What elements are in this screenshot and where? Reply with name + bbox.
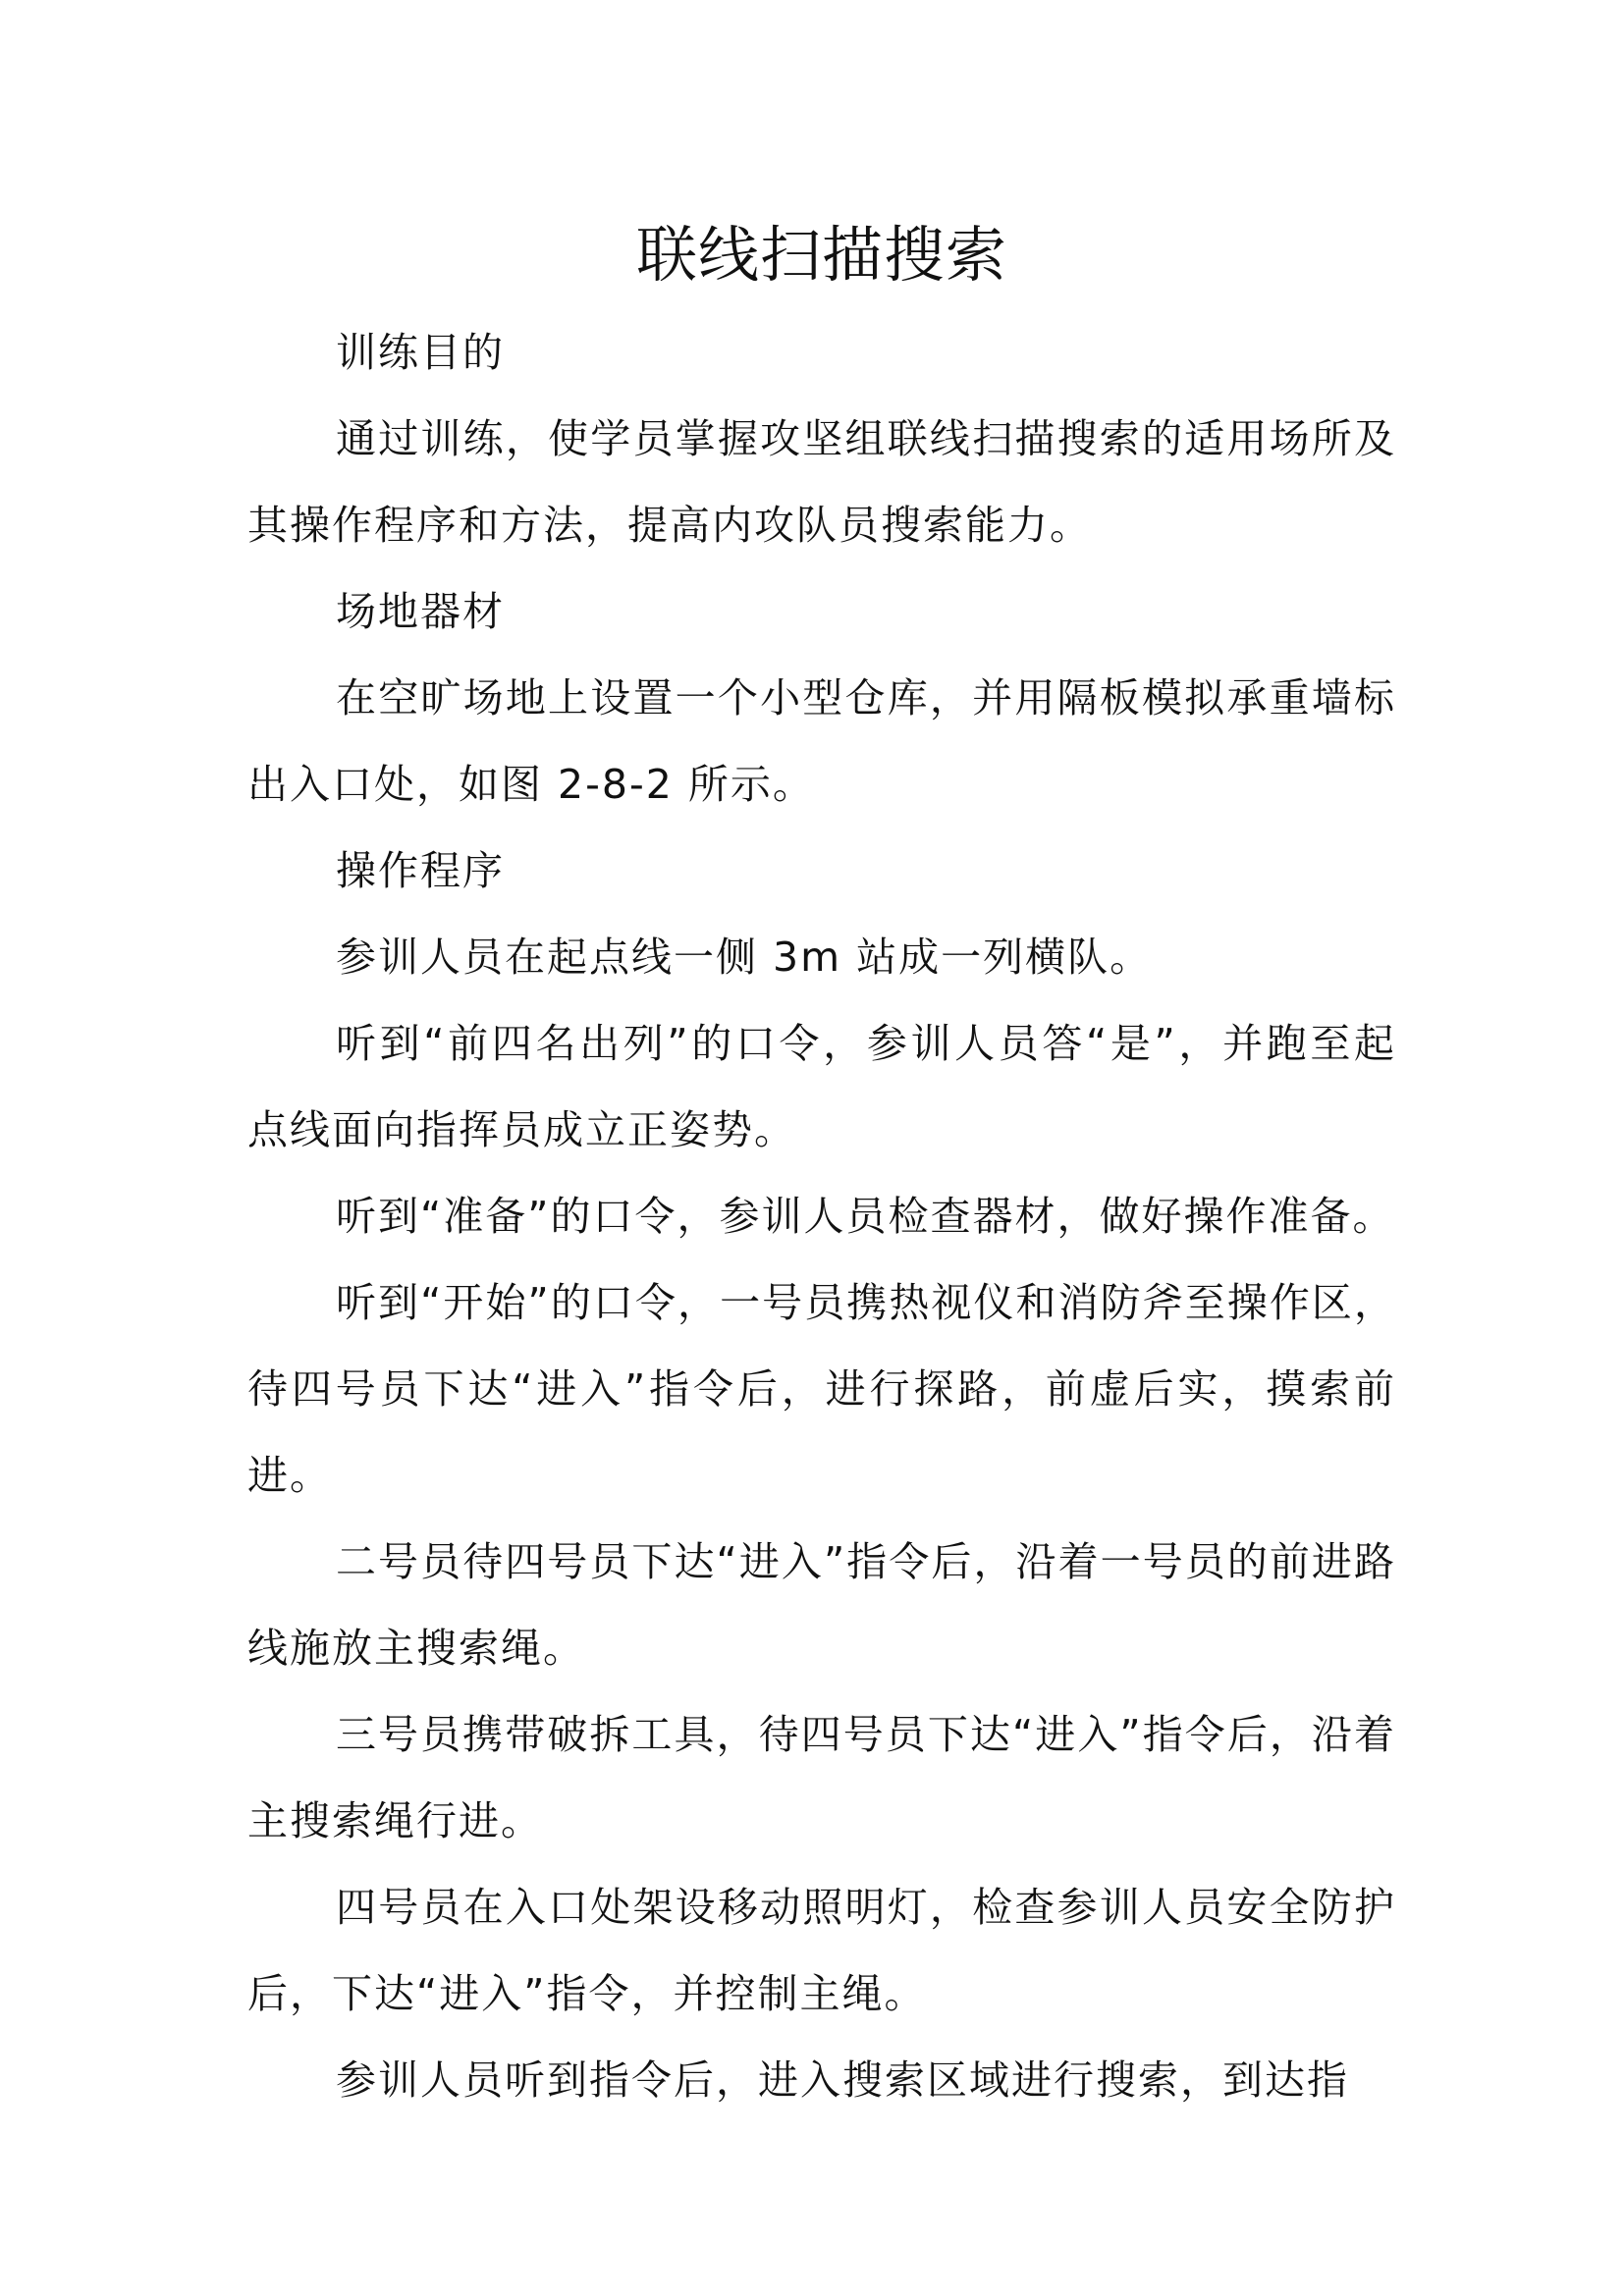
procedure-step-2: 听到“前四名出列”的口令，参训人员答“是”，并跑至起点线面向指挥员成立正姿势。	[247, 1020, 1396, 1153]
section-heading-procedure: 操作程序	[336, 847, 505, 894]
procedure-step-3: 听到“准备”的口令，参训人员检查器材，做好操作准备。	[336, 1193, 1395, 1240]
procedure-step-7: 四号员在入口处架设移动照明灯，检查参训人员安全防护后，下达“进入”指令，并控制主绳。	[247, 1884, 1396, 2017]
procedure-step-8: 参训人员听到指令后，进入搜索区域进行搜索，到达指	[336, 2056, 1349, 2104]
page-title: 联线扫描搜索	[635, 219, 1007, 291]
procedure-step-4: 听到“开始”的口令，一号员携热视仪和消防斧至操作区，待四号员下达“进入”指令后，进行探路，前虚后实，摸索前进。	[247, 1279, 1396, 1499]
document-page	[247, 211, 1396, 2123]
section-heading-equipment: 场地器材	[336, 588, 505, 635]
purpose-paragraph: 通过训练，使学员掌握攻坚组联线扫描搜索的适用场所及其操作程序和方法，提高内攻队员搜索能力。	[247, 415, 1396, 549]
procedure-step-6: 三号员携带破拆工具，待四号员下达“进入”指令后，沿着主搜索绳行进。	[247, 1711, 1396, 1844]
section-heading-purpose: 训练目的	[336, 329, 505, 376]
procedure-step-1: 参训人员在起点线一侧 3m 站成一列横队。	[336, 934, 1153, 981]
procedure-step-5: 二号员待四号员下达“进入”指令后，沿着一号员的前进路线施放主搜索绳。	[247, 1538, 1396, 1672]
equipment-paragraph: 在空旷场地上设置一个小型仓库，并用隔板模拟承重墙标出入口处，如图 2-8-2 所示。	[247, 674, 1396, 808]
